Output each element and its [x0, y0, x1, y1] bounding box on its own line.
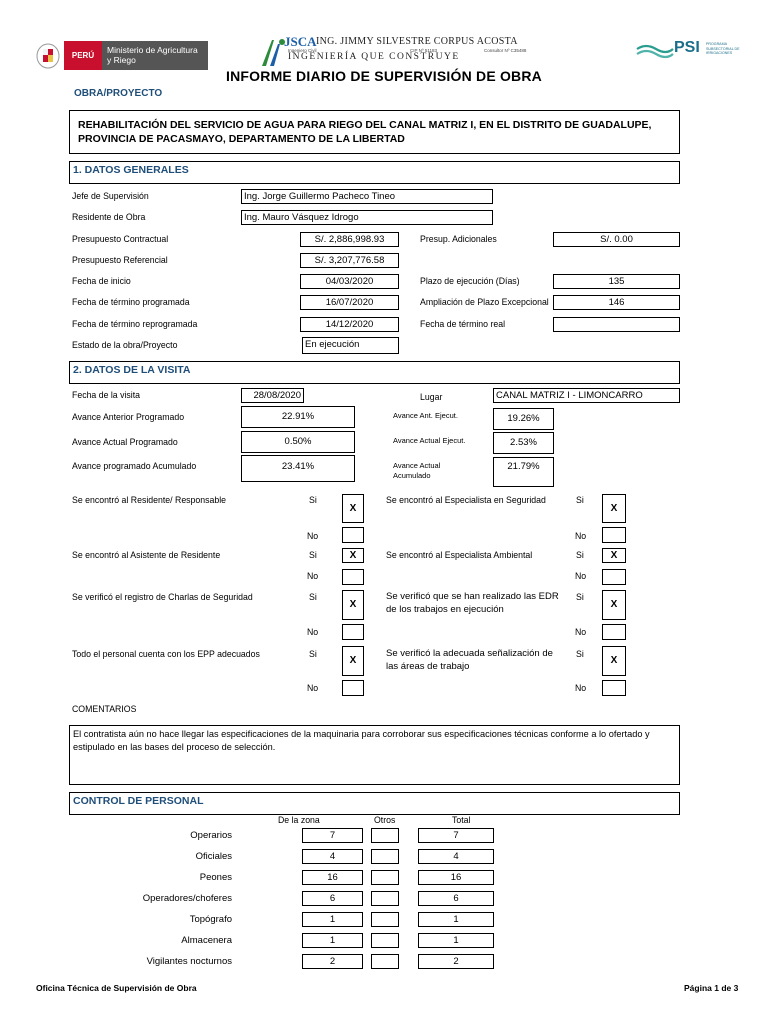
q-edr-label: Se verificó que se han realizado las EDR de los trabajos en ejecución [386, 591, 559, 615]
acum-prog-value: 23.41% [241, 455, 355, 482]
personnel-row-total: 1 [418, 912, 494, 927]
company-subtext-mid: CIP Nº 51183 [410, 48, 437, 53]
referencial-value: S/. 3,207,776.58 [300, 253, 399, 268]
q-senalizacion-si-check[interactable]: X [602, 646, 626, 676]
personnel-row-otros [371, 891, 399, 906]
q-asistente-no: No [307, 571, 319, 582]
jefe-value: Ing. Jorge Guillermo Pacheco Tineo [241, 189, 493, 204]
visit-date-value: 28/08/2020 [241, 388, 304, 403]
q-edr-si-check[interactable]: X [602, 590, 626, 620]
company-subtext-right: Consultor Nº C35488 [484, 48, 527, 53]
psi-logo [636, 38, 740, 62]
q-senalizacion-si: Si [576, 649, 584, 660]
q-asistente-si: Si [309, 550, 317, 561]
real-value [553, 317, 680, 332]
residente-value: Ing. Mauro Vásquez Idrogo [241, 210, 493, 225]
company-slogan: INGENIERÍA QUE CONSTRUYE [288, 52, 460, 62]
q-residente-no-check[interactable] [342, 527, 364, 543]
ant-ejec-value: 19.26% [493, 408, 554, 430]
q-edr-no: No [575, 627, 587, 638]
referencial-label: Presupuesto Referencial [72, 255, 168, 266]
company-brand: JSCA [284, 34, 317, 49]
psi-label: PSI [674, 39, 700, 56]
q-ambiental-si-check[interactable]: X [602, 548, 626, 563]
q-asistente-si-check[interactable]: X [342, 548, 364, 563]
ant-prog-label: Avance Anterior Programado [72, 412, 185, 423]
lugar-value: CANAL MATRIZ I - LIMONCARRO [493, 388, 680, 403]
q-ambiental-si: Si [576, 550, 584, 561]
personnel-row-otros [371, 933, 399, 948]
company-name: ING. JIMMY SILVESTRE CORPUS ACOSTA [316, 36, 518, 47]
company-logo [258, 34, 548, 72]
personnel-row-zona: 6 [302, 891, 363, 906]
acum-act-value: 21.79% [493, 457, 554, 487]
personnel-row-zona: 1 [302, 933, 363, 948]
estado-value: En ejecución [302, 337, 399, 354]
q-epp-si: Si [309, 649, 317, 660]
q-charlas-no-check[interactable] [342, 624, 364, 640]
project-box [69, 110, 680, 154]
personnel-row-label: Oficiales [195, 851, 232, 862]
act-prog-label: Avance Actual Programado [72, 437, 178, 448]
personnel-row-label: Vigilantes nocturnos [146, 956, 232, 967]
reprogramada-value: 14/12/2020 [300, 317, 399, 332]
q-residente-no: No [307, 531, 319, 542]
q-edr-si: Si [576, 592, 584, 603]
q-edr-no-check[interactable] [602, 624, 626, 640]
personnel-row-zona: 7 [302, 828, 363, 843]
page-title: INFORME DIARIO DE SUPERVISIÓN DE OBRA [226, 68, 542, 84]
personnel-row-total: 6 [418, 891, 494, 906]
q-ambiental-no: No [575, 571, 587, 582]
psi-subtitle: PROGRAMA SUBSECTORIAL DE IRRIGACIONES [706, 42, 740, 55]
personnel-row-otros [371, 828, 399, 843]
lugar-label: Lugar [420, 392, 443, 403]
q-seguridad-no-check[interactable] [602, 527, 626, 543]
section-general-heading: 1. DATOS GENERALES [69, 161, 680, 184]
col-zona-header: De la zona [278, 815, 320, 826]
project-label: OBRA/PROYECTO [74, 88, 163, 99]
ampliacion-value: 146 [553, 295, 680, 310]
comments-box [69, 725, 680, 785]
personnel-row-label: Peones [199, 872, 232, 883]
q-seguridad-label: Se encontró al Especialista en Seguridad [386, 495, 546, 506]
personnel-row-zona: 16 [302, 870, 363, 885]
q-ambiental-label: Se encontró al Especialista Ambiental [386, 550, 533, 561]
presupuesto-label: Presupuesto Contractual [72, 234, 169, 245]
comments-text: El contratista aún no hace llegar las especificaciones de la maquinaria para corroborar sus especificaciones técnicas conforme a lo ofertado y estipulado en las bases del proceso de selección. [73, 729, 650, 752]
ant-ejec-label: Avance Ant. Ejecut. [393, 411, 458, 420]
termino-value: 16/07/2020 [300, 295, 399, 310]
plazo-label: Plazo de ejecución (Días) [420, 276, 520, 287]
inicio-value: 04/03/2020 [300, 274, 399, 289]
q-epp-si-check[interactable]: X [342, 646, 364, 676]
acum-act-label: Avance Actual Acumulado [393, 461, 441, 480]
col-otros-header: Otros [374, 815, 396, 826]
personnel-row-total: 7 [418, 828, 494, 843]
acum-prog-label: Avance programado Acumulado [72, 461, 197, 472]
section-personnel-heading: CONTROL DE PERSONAL [69, 792, 680, 815]
q-epp-label: Todo el personal cuenta con los EPP adecuados [72, 649, 260, 660]
peru-label-box [64, 41, 102, 70]
personnel-row-otros [371, 870, 399, 885]
peru-coat-of-arms-icon [36, 43, 60, 69]
act-ejec-value: 2.53% [493, 432, 554, 454]
comments-label: COMENTARIOS [72, 704, 137, 715]
adicionales-label: Presup. Adicionales [420, 234, 497, 245]
q-asistente-label: Se encontró al Asistente de Residente [72, 550, 221, 561]
q-senalizacion-label: Se verificó la adecuada señalización de las áreas de trabajo [386, 648, 553, 672]
residente-label: Residente de Obra [72, 212, 146, 223]
personnel-row-total: 16 [418, 870, 494, 885]
q-residente-si-check[interactable]: X [342, 494, 364, 523]
peru-label: PERÚ [71, 51, 95, 60]
ampliacion-label: Ampliación de Plazo Excepcional [420, 297, 549, 308]
reprogramada-label: Fecha de término reprogramada [72, 319, 198, 330]
q-epp-no: No [307, 683, 319, 694]
q-residente-label: Se encontró al Residente/ Responsable [72, 495, 227, 506]
project-text: REHABILITACIÓN DEL SERVICIO DE AGUA PARA RIEGO DEL CANAL MATRIZ I, EN EL DISTRITO DE GUADALUPE, PROVINCIA DE PACASMAYO, DEPARTAMENTO DE LA LIBERTAD [78, 119, 652, 145]
col-total-header: Total [452, 815, 471, 826]
plazo-value: 135 [553, 274, 680, 289]
act-ejec-label: Avance Actual Ejecut. [393, 436, 466, 445]
presupuesto-value: S/. 2,886,998.93 [300, 232, 399, 247]
visit-date-label: Fecha de la visita [72, 390, 141, 401]
q-seguridad-si-check[interactable]: X [602, 494, 626, 523]
personnel-row-total: 2 [418, 954, 494, 969]
personnel-row-zona: 1 [302, 912, 363, 927]
personnel-row-otros [371, 912, 399, 927]
company-subtext-left: Ingeniero Civil [288, 48, 317, 53]
q-epp-no-check[interactable] [342, 680, 364, 696]
personnel-row-total: 1 [418, 933, 494, 948]
q-charlas-label: Se verificó el registro de Charlas de Seguridad [72, 592, 253, 603]
ministry-name: Ministerio de Agricultura y Riego [107, 45, 198, 65]
q-asistente-no-check[interactable] [342, 569, 364, 585]
q-charlas-si-check[interactable]: X [342, 590, 364, 620]
personnel-row-otros [371, 849, 399, 864]
q-seguridad-no: No [575, 531, 587, 542]
jefe-label: Jefe de Supervisión [72, 191, 149, 202]
termino-label: Fecha de término programada [72, 297, 190, 308]
q-senalizacion-no-check[interactable] [602, 680, 626, 696]
personnel-row-zona: 4 [302, 849, 363, 864]
act-prog-value: 0.50% [241, 431, 355, 453]
personnel-row-label: Operadores/choferes [142, 893, 232, 904]
estado-label: Estado de la obra/Proyecto [72, 340, 178, 351]
ant-prog-value: 22.91% [241, 406, 355, 428]
personnel-row-zona: 2 [302, 954, 363, 969]
water-wave-icon [636, 41, 674, 59]
q-senalizacion-no: No [575, 683, 587, 694]
section-visit-heading: 2. DATOS DE LA VISITA [69, 361, 680, 384]
real-label: Fecha de término real [420, 319, 506, 330]
personnel-row-label: Almacenera [181, 935, 232, 946]
footer-left: Oficina Técnica de Supervisión de Obra [36, 983, 197, 993]
q-charlas-no: No [307, 627, 319, 638]
footer-page-number: Página 1 de 3 [684, 983, 739, 993]
personnel-row-otros [371, 954, 399, 969]
personnel-row-label: Topógrafo [189, 914, 232, 925]
inicio-label: Fecha de inicio [72, 276, 131, 287]
adicionales-value: S/. 0.00 [553, 232, 680, 247]
personnel-row-label: Operarios [190, 830, 232, 841]
q-ambiental-no-check[interactable] [602, 569, 626, 585]
personnel-row-total: 4 [418, 849, 494, 864]
ministry-logo [64, 41, 208, 70]
q-charlas-si: Si [309, 592, 317, 603]
q-seguridad-si: Si [576, 495, 584, 506]
q-residente-si: Si [309, 495, 317, 506]
